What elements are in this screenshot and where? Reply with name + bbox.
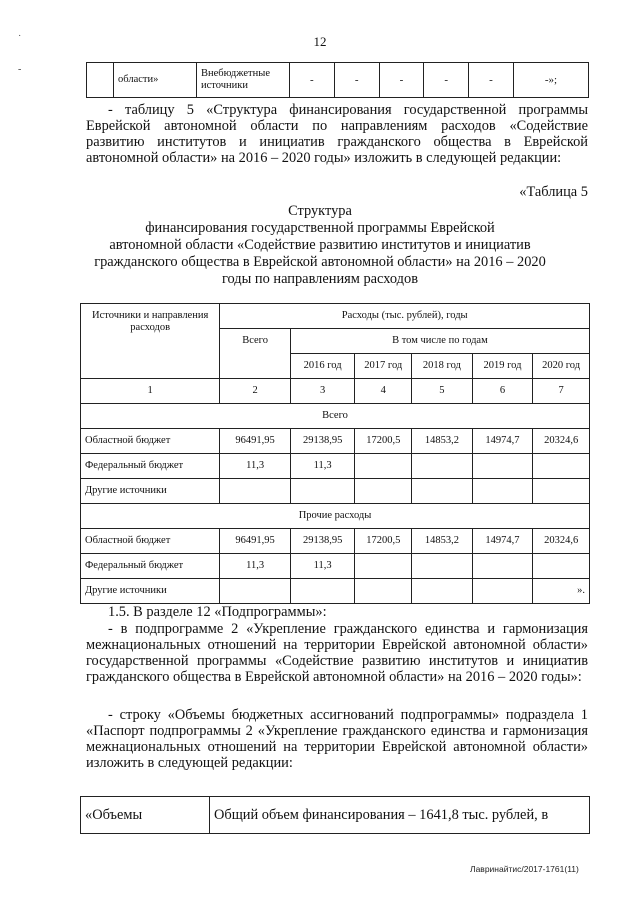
header-year: 2018 год: [412, 354, 473, 379]
paragraph-budget-row: - строку «Объемы бюджетных ассигнований подпрограммы» подраздела 1 «Паспорт подпрограммы 2 «Укрепление гражданского единства и гармонизация межнациональных отношений на территории Еврейской автономной области» изложить в следующей редакции:: [86, 707, 588, 771]
table-cell: 20324,6: [533, 529, 590, 554]
table-cell: [472, 454, 533, 479]
table-cell: 11,3: [290, 554, 355, 579]
table-cell: «Объемы: [81, 797, 210, 834]
row-label: Областной бюджет: [81, 429, 220, 454]
column-number: 6: [472, 379, 533, 404]
table-cell: 11,3: [290, 454, 355, 479]
table-title-line: Структура: [288, 203, 352, 219]
paragraph-section-12: 1.5. В разделе 12 «Подпрограммы»:: [108, 604, 327, 620]
table-cell: области»: [114, 63, 197, 98]
table-cell: [533, 479, 590, 504]
table-cell: [87, 63, 114, 98]
table-cell: -: [334, 63, 379, 98]
table-cell: [355, 554, 412, 579]
column-number: 7: [533, 379, 590, 404]
table-cell: [290, 479, 355, 504]
table-cell: 14853,2: [412, 429, 473, 454]
table-cell: -: [379, 63, 424, 98]
table-row: [81, 579, 590, 604]
row-label: Областной бюджет: [81, 529, 220, 554]
table-cell: 29138,95: [290, 529, 355, 554]
table-cell: -: [469, 63, 514, 98]
row-label: Другие источники: [81, 479, 220, 504]
table-title-line: автономной области «Содействие развитию институтов и инициатив: [109, 237, 531, 253]
column-number: 1: [81, 379, 220, 404]
table-cell: [412, 554, 473, 579]
table-cell: [472, 554, 533, 579]
table-cell: ».: [533, 579, 590, 604]
table-cell: 20324,6: [533, 429, 590, 454]
table-cell: 14974,7: [472, 429, 533, 454]
section-row: [81, 504, 590, 529]
continued-table: [86, 62, 589, 98]
table-title-line: годы по направлениям расходов: [221, 271, 418, 287]
table-header-row: [81, 304, 590, 329]
table-cell: [220, 579, 290, 604]
paragraph-subprogram-2: - в подпрограмме 2 «Укрепление гражданского единства и гармонизация межнациональных отношений на территории Еврейской автономной области» государственной программы «Содействие развитию институтов и инициатив гражданского общества в Еврейской автономной области» на 2016 – 2020 годы»:: [86, 621, 588, 685]
margin-mark-dash: -: [18, 64, 22, 75]
header-year: 2020 год: [533, 354, 590, 379]
column-number: 3: [290, 379, 355, 404]
margin-mark-top: ˙: [18, 34, 22, 45]
column-number: 4: [355, 379, 412, 404]
table-cell: [220, 479, 290, 504]
table-cell: -»;: [513, 63, 588, 98]
table-cell: 14974,7: [472, 529, 533, 554]
column-number: 2: [220, 379, 290, 404]
table-cell: [533, 454, 590, 479]
header-expenses: Расходы (тыс. рублей), годы: [220, 304, 590, 329]
table-cell: 17200,5: [355, 429, 412, 454]
table-row: [81, 429, 590, 454]
table-row: [81, 797, 590, 834]
row-label: Федеральный бюджет: [81, 554, 220, 579]
header-total: Всего: [220, 329, 290, 379]
table-cell: -: [424, 63, 469, 98]
table-cell: [472, 479, 533, 504]
header-by-years: В том числе по годам: [290, 329, 589, 354]
table-cell: 11,3: [220, 454, 290, 479]
section-total: Всего: [81, 404, 590, 429]
table-cell: 96491,95: [220, 529, 290, 554]
column-number: 5: [412, 379, 473, 404]
table-cell: [355, 479, 412, 504]
table-title-line: финансирования государственной программы Еврейской: [145, 220, 495, 236]
table-row: [81, 529, 590, 554]
table-cell: [472, 579, 533, 604]
table-cell: [355, 454, 412, 479]
table-cell: -: [290, 63, 335, 98]
table-row: [81, 479, 590, 504]
column-number-row: [81, 379, 590, 404]
table-row: [81, 554, 590, 579]
section-row: [81, 404, 590, 429]
table-title-line: гражданского общества в Еврейской автономной области» на 2016 – 2020: [94, 254, 546, 270]
table-cell: 17200,5: [355, 529, 412, 554]
table-cell: 29138,95: [290, 429, 355, 454]
table-cell: [412, 454, 473, 479]
table-cell: 11,3: [220, 554, 290, 579]
header-year: 2017 год: [355, 354, 412, 379]
table-cell: Внебюджетные источники: [197, 63, 290, 98]
passport-table: [80, 796, 590, 834]
table-row: [81, 454, 590, 479]
table-cell: [412, 479, 473, 504]
page-number: 12: [313, 34, 327, 49]
row-label: Федеральный бюджет: [81, 454, 220, 479]
footer-code: Лавринайтис/2017-1761(11): [470, 864, 579, 874]
table-cell: [355, 579, 412, 604]
table-cell: [412, 579, 473, 604]
table-row: [87, 63, 589, 98]
finance-structure-table: [80, 303, 590, 604]
table-label: «Таблица 5: [519, 184, 588, 200]
row-label: Другие источники: [81, 579, 220, 604]
table-cell: [290, 579, 355, 604]
table-cell: 14853,2: [412, 529, 473, 554]
table-cell: [533, 554, 590, 579]
section-other-expenses: Прочие расходы: [81, 504, 590, 529]
header-year: 2016 год: [290, 354, 355, 379]
table-cell: 96491,95: [220, 429, 290, 454]
paragraph-table5-instruction: - таблицу 5 «Структура финансирования государственной программы Еврейской автономной области по направлениям расходов «Содействие развитию институтов и инициатив гражданского общества в Еврейской автономной области» на 2016 – 2020 годы» изложить в следующей редакции:: [86, 102, 588, 166]
table-cell: Общий объем финансирования – 1641,8 тыс. рублей, в: [210, 797, 590, 834]
header-year: 2019 год: [472, 354, 533, 379]
header-sources: Источники и направления расходов: [81, 304, 220, 379]
